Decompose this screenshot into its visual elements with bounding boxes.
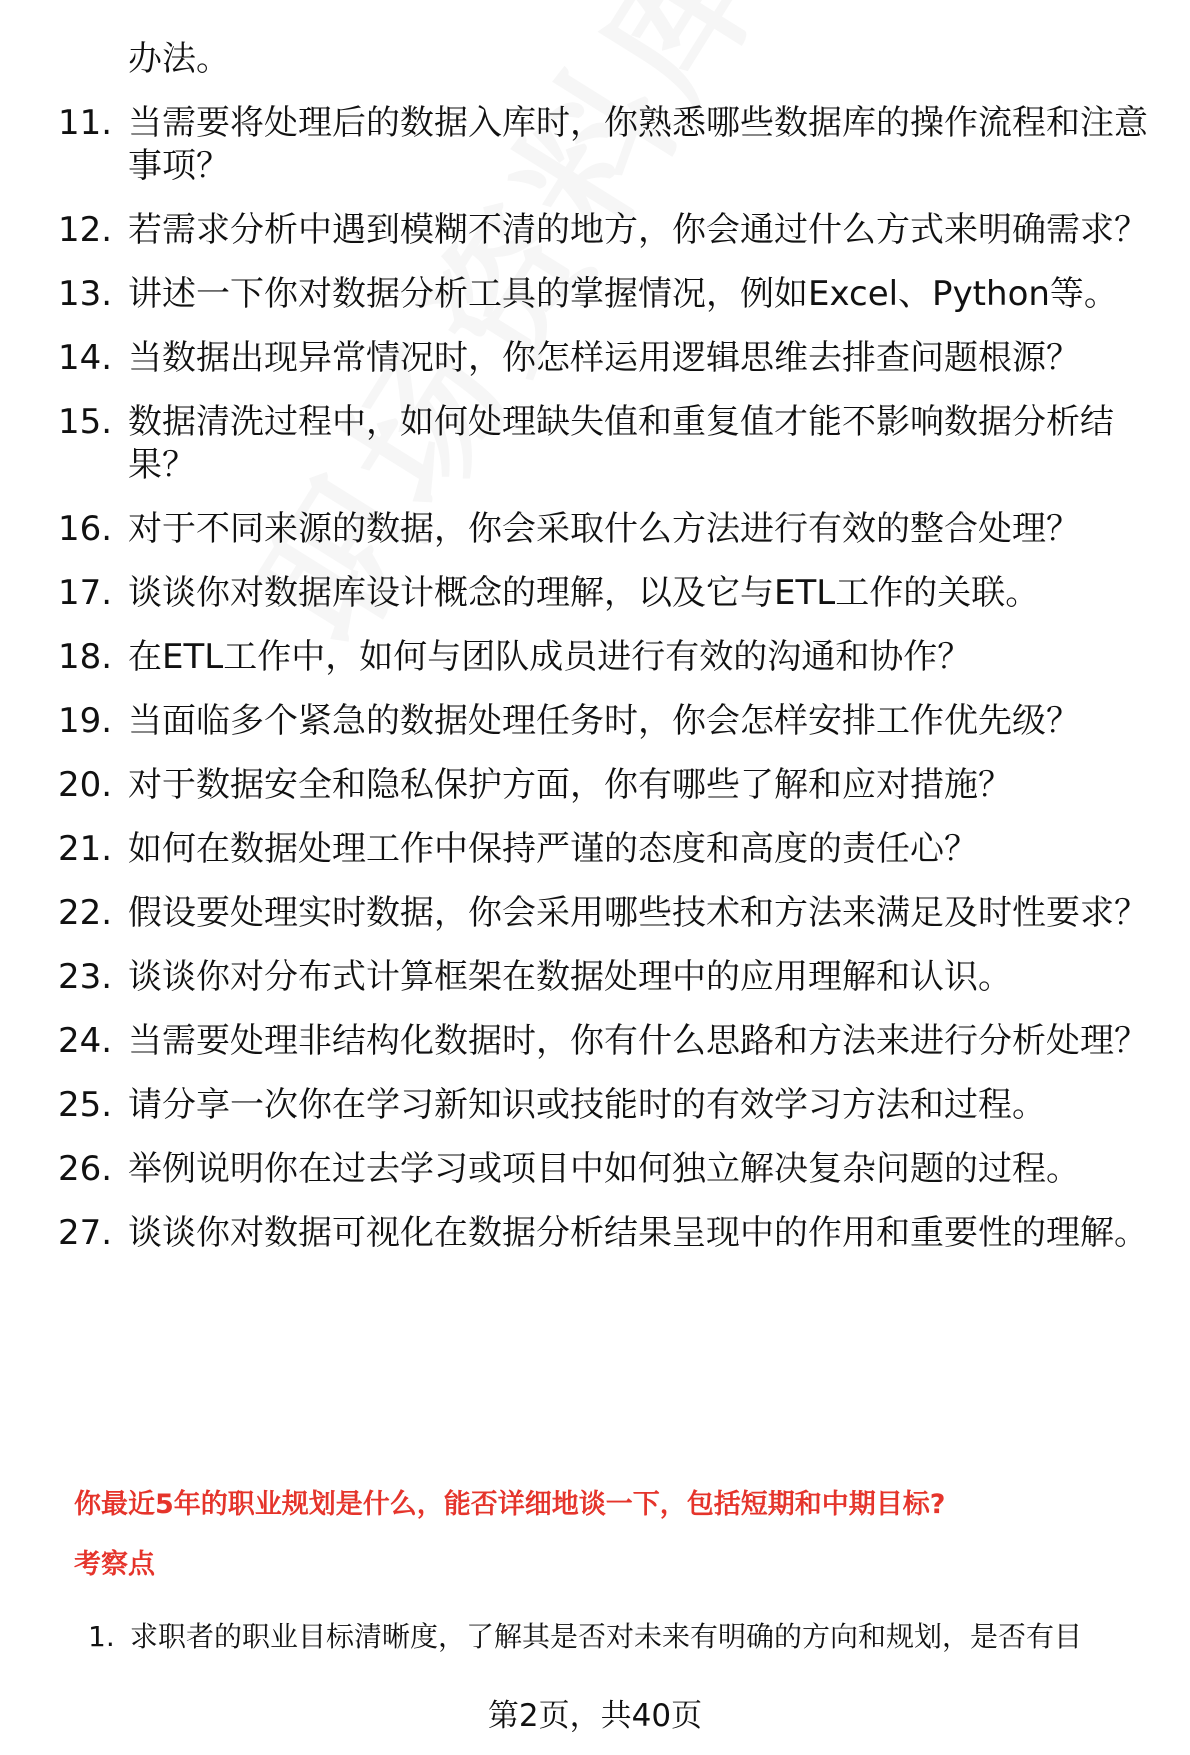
list-item-number: 19. xyxy=(58,701,113,741)
section-subtitle: 考察点 xyxy=(74,1549,155,1580)
list-item xyxy=(58,1084,1148,1127)
list-item-number: 27. xyxy=(58,1213,113,1253)
list-item xyxy=(58,337,1148,380)
list-item-text: 若需求分析中遇到模糊不清的地方，你会通过什么方式来明确需求？ xyxy=(128,210,1148,250)
list-item-text: 谈谈你对数据可视化在数据分析结果呈现中的作用和重要性的理解。 xyxy=(128,1213,1148,1253)
list-item-number: 26. xyxy=(58,1149,113,1189)
list-item xyxy=(58,764,1148,807)
list-item-text: 谈谈你对数据库设计概念的理解，以及它与ETL工作的关联。 xyxy=(128,573,1040,613)
list-item xyxy=(58,828,1148,871)
list-item-text: 当需要处理非结构化数据时，你有什么思路和方法来进行分析处理？ xyxy=(128,1021,1148,1061)
list-item-text: 举例说明你在过去学习或项目中如何独立解决复杂问题的过程。 xyxy=(128,1149,1080,1189)
question-list xyxy=(58,38,1148,1276)
list-item-text: 请分享一次你在学习新知识或技能时的有效学习方法和过程。 xyxy=(128,1085,1046,1125)
list-item-number: 16. xyxy=(58,509,113,549)
list-item-number: 23. xyxy=(58,957,113,997)
list-item xyxy=(58,401,1148,487)
list-item xyxy=(58,700,1148,743)
list-item-text: 对于不同来源的数据，你会采取什么方法进行有效的整合处理？ xyxy=(128,509,1080,549)
list-item xyxy=(58,956,1148,999)
list-item-number: 15. xyxy=(58,402,113,442)
list-item xyxy=(88,1618,1158,1656)
list-item-number xyxy=(58,38,128,81)
list-item-text: 当面临多个紧急的数据处理任务时，你会怎样安排工作优先级？ xyxy=(128,701,1080,741)
list-item xyxy=(58,636,1148,679)
list-item-text: 对于数据安全和隐私保护方面，你有哪些了解和应对措施？ xyxy=(128,765,1012,805)
list-item xyxy=(58,38,1148,81)
list-item-number: 22. xyxy=(58,893,113,933)
list-item-text: 求职者的职业目标清晰度，了解其是否对未来有明确的方向和规划，是否有目 xyxy=(130,1620,1083,1653)
list-item-number: 1. xyxy=(88,1620,115,1653)
list-item-number: 17. xyxy=(58,573,113,613)
list-item-text: 当需要将处理后的数据入库时，你熟悉哪些数据库的操作流程和注意事项？ xyxy=(128,103,1148,186)
list-item-number: 13. xyxy=(58,274,113,314)
list-item-number: 21. xyxy=(58,829,113,869)
list-item-text: 谈谈你对分布式计算框架在数据处理中的应用理解和认识。 xyxy=(128,957,1012,997)
point-list xyxy=(88,1618,1158,1656)
list-item-text: 如何在数据处理工作中保持严谨的态度和高度的责任心？ xyxy=(128,829,978,869)
section-title: 你最近5年的职业规划是什么，能否详细地谈一下，包括短期和中期目标? xyxy=(74,1489,946,1520)
list-item-number: 25. xyxy=(58,1085,113,1125)
page-number: 第2页，共40页 xyxy=(487,1698,703,1734)
list-item-text: 办法。 xyxy=(128,39,230,79)
list-item xyxy=(58,1020,1148,1063)
list-item-text: 讲述一下你对数据分析工具的掌握情况，例如Excel、Python等。 xyxy=(128,274,1118,314)
list-item xyxy=(58,1212,1148,1255)
list-item xyxy=(58,102,1148,188)
list-item-text: 假设要处理实时数据，你会采用哪些技术和方法来满足及时性要求？ xyxy=(128,893,1148,933)
list-item-number: 14. xyxy=(58,338,113,378)
list-item xyxy=(58,892,1148,935)
list-item xyxy=(58,1148,1148,1191)
list-item-number: 12. xyxy=(58,210,113,250)
list-item-number: 20. xyxy=(58,765,113,805)
list-item-text: 当数据出现异常情况时，你怎样运用逻辑思维去排查问题根源？ xyxy=(128,338,1080,378)
list-item xyxy=(58,508,1148,551)
list-item-number: 18. xyxy=(58,637,113,677)
list-item xyxy=(58,209,1148,252)
list-item-number: 11. xyxy=(58,103,113,143)
list-item-text: 在ETL工作中，如何与团队成员进行有效的沟通和协作？ xyxy=(128,637,972,677)
list-item xyxy=(58,572,1148,615)
list-item-number: 24. xyxy=(58,1021,113,1061)
list-item-text: 数据清洗过程中，如何处理缺失值和重复值才能不影响数据分析结果？ xyxy=(128,402,1114,485)
list-item xyxy=(58,273,1148,316)
